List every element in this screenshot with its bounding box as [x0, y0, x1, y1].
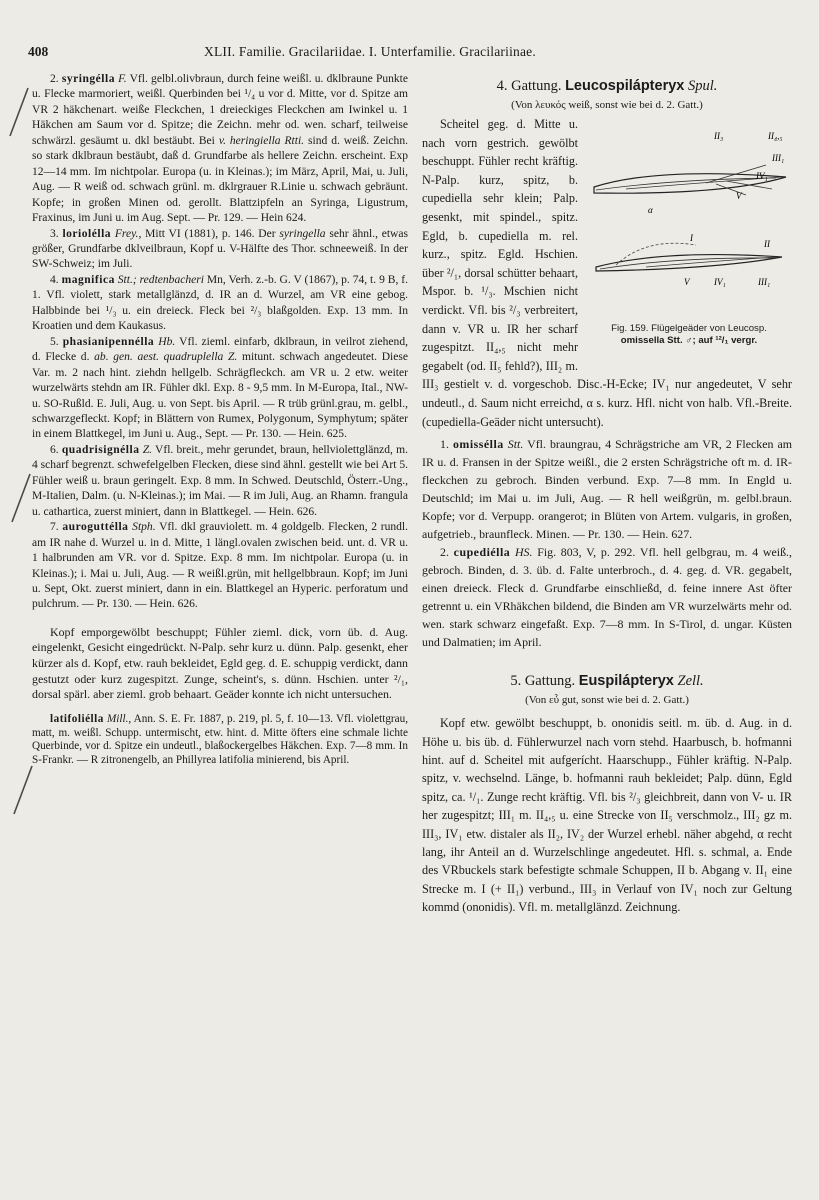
species-name: syringélla	[61, 73, 115, 85]
page-header	[28, 44, 791, 64]
species-entry-magnifica	[32, 273, 408, 335]
species-entry-quadrisignella	[32, 443, 408, 520]
genus-description: Kopf etw. gewölbt beschuppt, b. ononidis seitl. m. üb. d. Aug. in d. Höhe u. bis üb. d. Fühlerwurzel nach vorn stehd. Haarbusch, b. hofmanni hint. auf d. Scheitel mit aufgerícht. Haarschupp., Fühler kräftig. N-Palp. spitz, v. wechselnd. Länge, b. hofmanni rauh bekleidet; Palp. dünn, Egld spitz, ca. ¹/₁. Zunge recht kräftig. Vfl. bis ²/₃ gleichbreit, dann von V- u. IR her zugespitzt; III₁ m. II₄,₅ u. eine Strecke von II₅ verschmolz., III₂ gz m. III₃, IV₁ etw. distaler als II₂, IV₂ der Wurzel erhebl. näher abgehd, α recht lang, ihr Anteil an d. Wurzelschlinge angedeutet. Hfl. s. schmal, a. Ende des VRbuckels stark befestigte schmale Schuppen, II b. Abgang v. II₁ eine Strecke m. I (+ II₁) verbund., III₃ in Verlauf von IV₁ noch zur Geltung kommd (ononidis). Vfl. m. metallglänzd. Zeichnung.	[422, 716, 792, 915]
entry-number: 5.	[50, 335, 59, 348]
genus-etymology: (Von εὖ gut, sonst wie bei d. 2. Gatt.)	[525, 694, 689, 707]
running-head: XLII. Familie. Gracilariidae. I. Unterfamilie. Gracilariinae.	[204, 44, 536, 59]
genus-description: Kopf emporgewölbt beschuppt; Fühler zieml. dick, vorn üb. d. Aug. eingelenkt, Gesicht eingedrückt. N-Palp. sehr kurz u. dünn. Palp. gesenkt, eher kürzer als d. Kopf, etw. rauh bekleidet, Egld geg. d. E. schuppig verdickt, dann gestutzt oder kurz zugespitzt. Zunge, scheint's, s. dünn. Hschien. unter ²/₁, dorsal spärl. aber zieml. grob behaart. Geäder konnte ich nicht untersuchen.	[32, 624, 408, 702]
vein-label: IV₁	[756, 171, 768, 181]
species-author: Z.	[142, 443, 153, 456]
entry-text: mitunt. schwach angedeutet. Diese Var. m. 2 nach hint. ziehdn hellgelb. Schrägfleckch. am VR u. 2 etw. weiter wurzelwärts stehdn am IR. Fühler dkl. Exp. 8 - 9,5 mm. In M-Europa, Ital., NW- u. SO-Rußld. E. Juli, Aug. u. von Sept. bis April. — R trüb grünl.grau, m. gelbl., schwarzgefleckt. Kopf; in Blättern von Rumex, Polygonum, Symphytum; später in einem Blattkegel, im Juni u. Aug., Sept. — Pr. 130. — Hein. 625.	[32, 351, 409, 441]
species-author: Stt.;	[117, 273, 137, 286]
entry-text: Vfl. braungrau, 4 Schrägstriche am VR, 2 Flecken am IR u. d. Fransen in der Spitze weißl., die 2 ersten Schrägstriche oft m. d. IR-fleckchen zu gebroch. Binden verbund. Exp. 7—8 mm. In Engld u. Deutschld; im Mai u. im Juli, Aug. — R hell weißgrün, m. gelbl.braun. Kopfe; vor d. Verpupp. orangerot; in Blüten von Artem. vulgaris, in großen, aufgetrieb., braunfleck. Minen. — Pr. 130. — Hein. 627.	[422, 437, 792, 542]
species-name: loriolélla	[62, 227, 112, 240]
species-entry-phasianipennella	[32, 335, 408, 443]
synonym-name: redtenbacheri	[136, 273, 204, 286]
vein-label: IV₁	[714, 277, 726, 287]
margin-pencil-mark-1	[4, 84, 34, 140]
species-author: Stt.	[507, 437, 524, 452]
species-entry-loriolella	[32, 227, 408, 273]
entry-number: 2.	[50, 73, 59, 85]
genus-number: 4. Gattung.	[496, 78, 562, 94]
vein-label: II₃	[714, 131, 724, 141]
species-author: Stph.	[132, 521, 156, 534]
genus-heading-euspilapteryx	[422, 671, 792, 691]
vein-label: V	[736, 191, 742, 201]
vein-label: II	[764, 239, 770, 249]
entry-number: 3.	[50, 227, 59, 240]
figure-caption-line-1: Fig. 159. Flügelgeäder von Leucosp.	[611, 323, 767, 334]
entry-text: Fig. 803, V, p. 292. Vfl. hell gelbgrau, m. 4 weiß., gebroch. Binden, d. 3. üb. d. Falte unterbroch., d. 4. geg. d. VR. gegabelt, einen dreieck. Fleck d. Grundfarbe einschließd, d. feine innere Ast öfter getrennt u. ein VRhäkchen bildend, die Binden am VR wurzelwärts mehr od. wen. stark schwarz eingefaßt. Exp. 7—8 mm. In S-Tirol, d. ungar. Küsten und Dalmatien; im April.	[422, 545, 792, 650]
species-name: cupediélla	[453, 545, 511, 560]
entry-number: 6.	[50, 443, 59, 456]
genus-heading-leucospilapteryx	[422, 76, 792, 96]
species-entry-auroguttella	[32, 520, 408, 613]
genus-name: Leucospilápteryx	[565, 78, 685, 94]
species-name: auroguttélla	[62, 521, 129, 534]
margin-pencil-mark-3	[6, 762, 36, 818]
vein-label: I	[690, 233, 693, 243]
vein-label: V	[684, 277, 690, 287]
wing-venation-figure	[586, 117, 792, 359]
vein-label: III₁	[758, 277, 771, 287]
species-name: quadrisignélla	[61, 443, 140, 456]
vein-label: II₄,₅	[768, 131, 783, 141]
vein-label: α	[648, 205, 653, 215]
entry-text: Vfl. gelbl.olivbraun, durch feine weißl. u. dklbraune Punkte u. Flecke marmoriert, weißl. Querbinden bei ¹/₄ u vor d. Mitte, vor d. Spitze am VR 2 häkchenart. weiße Fleckchen, 1 dreieckiges Fleckchen am Iwinkel u. 1 Häkchen am Saum vor d. Spitze; die Zeichn. mehr od. wen. scharf, teilweise schwärzl. gesäumt u. dkl bestäubt. Bei	[32, 73, 409, 147]
species-author: Mill.,	[106, 712, 132, 725]
genus-author: Spul.	[687, 78, 718, 94]
entry-text: Vfl. breit., mehr gerundet, braun, hellviolettglänzd, m. 4 scharf begrenzt. schwefelgelben Flecken, diese sind ähnl. gestellt wie bei Art 5. Fühler weiß u. braun geringelt. Exp. 8 mm. In Schwed. Deutschld, Österr.-Ung., M-Italien, Dalm. (u. N-Kleinas.); im Mai. — R im Juli, Aug. an Rhamn. frangula u. cathartica, zuerst miniert, dann in Blattkegel. — Hein. 626.	[32, 443, 409, 518]
species-author: HS.	[514, 545, 533, 560]
margin-pencil-mark-2	[4, 470, 34, 526]
entry-text: Vfl. dkl grauviolett. m. 4 goldgelb. Flecken, 2 rundl. am IR nahe d. Wurzel u. in d. Mitte, 1 längl.ovalen zwischen beid. unt. d. VR u. 1 halbrunden am VR. vor d. Spitze. Exp. 8 mm. Im nichtpolar. Europa (u. in Kleinas.); i. Mai u. Juli, Aug. — R weißl.grün, mit hellgelbbraun. Kopf; im Juni u. Sept, Okt. zuerst miniert, dann in ein. Blattkegel an Hyperic. perforatum und pulchrum. — Pr. 130. — Hein. 626.	[32, 521, 409, 611]
aberration-name: ab. gen. aest. quadruplella Z.	[94, 351, 238, 364]
right-column	[422, 72, 792, 917]
genus-description: Scheitel geg. d. Mitte u. nach vorn gestrich. gewölbt beschuppt. Fühler recht kräftig. N-Palp. kurz, spitz, b. cupediella sehr klein; Palp. gesenkt, mit spindel., spitz. Egld, b. cupediella m. rel. kurz., spitz. Egld. Hschien. über ²/₁, dorsal schütter behaart, Mspor. b. ¹/₃. Mschien nicht verdickt. Vfl. bis ²/₃ verbreitert, dann v. VR u. IR her scharf zugespitzt. II₄,₅ nicht mehr gegabelt (od. II₅ fehld?), III₂ m. III₃ gestielt v. d. vorgeschob. Disc.-H-Ecke; IV₁ nur angedeutet, V sehr undeutl., d. Saum nicht erreichd, α s. kurz. Hfl. nicht von halb. Vfl.-Breite. (cupediella-Geäder nicht untersucht).	[422, 117, 792, 429]
species-reference: syringella	[279, 227, 326, 240]
entry-text: sind d. weiß. Zeichn. so stark dklbraun bestäubt, daß d. Grundfarbe als hellere Zeichn. erscheint. Exp 12—14 mm. Im nichtpolar. Europa (u. in Kleinas.); im März, April, Mai, u. Juli, Aug. — R weiß od. schwach grünl. m. dklrgrauer R.Linie u. schwach gebräunt. Kopfe; in großen Minen od. gerollt. Blattzipfeln an Syringa, Ligustrum, Fraxinus, im Juni u. im Aug. Sept. — Pr. 129. — Hein 624.	[32, 134, 408, 225]
entry-text: Mn, Verh. z.-b. G. V (1867), p. 74, t. 9 B, f. 1. Vfl. violett, stark metallglänzd, d. IR an d. Wurzel, am VR eine gebog. Halbbinde bei ¹/₃ u. ein dreieck. Fleck bei ²/₃ blaßgolden. Exp. 13 mm. In Kroatien und dem Kaukasus.	[32, 273, 408, 333]
genus-etymology: (Von λευκός weiß, sonst wie bei d. 2. Gatt.)	[511, 99, 703, 111]
genus-number: 5. Gattung.	[510, 673, 576, 690]
entry-text: Vfl. zieml. einfarb, dklbraun, in veilrot ziehend, d. Flecke d.	[32, 335, 408, 364]
genus-name: Euspilápteryx	[578, 673, 674, 690]
figure-caption-line-2: omissella Stt. ♂; auf ¹²/₁ vergr.	[620, 335, 758, 346]
wing-venation-drawing	[586, 117, 792, 323]
entry-number: 1.	[440, 437, 449, 452]
genus-author: Zell.	[677, 673, 704, 690]
entry-number: 4.	[50, 273, 59, 286]
page-number: 408	[28, 44, 49, 59]
entry-text: Ann. S. E. Fr. 1887, p. 219, pl. 5, f. 10—13. Vfl. violettgrau, matt, m. weißl. Schupp. untermischt, etw. hint. d. Mitte öfters eine schmale lichte Querbinde, vor d. Spitze ein undeutl., blaßockergelbes Häkchen. Exp. 7—8 mm. In S-Frankr. — R zitronengelb, an Phillyrea latifolia minierend, bis April.	[32, 712, 409, 767]
species-author: Frey.,	[114, 227, 142, 240]
vein-label: III₁	[772, 153, 785, 163]
entry-text: Mitt VI (1881), p. 146. Der	[141, 227, 280, 240]
figure-caption	[586, 323, 792, 347]
species-name: omissélla	[452, 437, 504, 452]
species-name: magnifica	[61, 273, 115, 286]
species-name: latifoliélla	[50, 712, 104, 725]
species-entry-syringella	[32, 72, 408, 227]
entry-text: sehr ähnl., etwas größer, Grundfarbe dklveilbraun, Kopf u. V-Hälfte des Thor. schneeweiß. In der SW-Schweiz; im Juli.	[32, 227, 409, 271]
entry-number: 7.	[50, 521, 59, 534]
species-author: F.	[118, 73, 127, 85]
left-column	[32, 72, 408, 768]
species-entry-latifoliella	[32, 713, 408, 768]
species-author: Hb.	[158, 335, 176, 348]
species-name: phasianipennélla	[62, 335, 155, 348]
species-entry-cupediella	[422, 543, 792, 651]
entry-number: 2.	[440, 545, 449, 560]
species-entry-omissella	[422, 435, 792, 543]
variety-name: v. heringiella Rtti.	[218, 134, 305, 147]
